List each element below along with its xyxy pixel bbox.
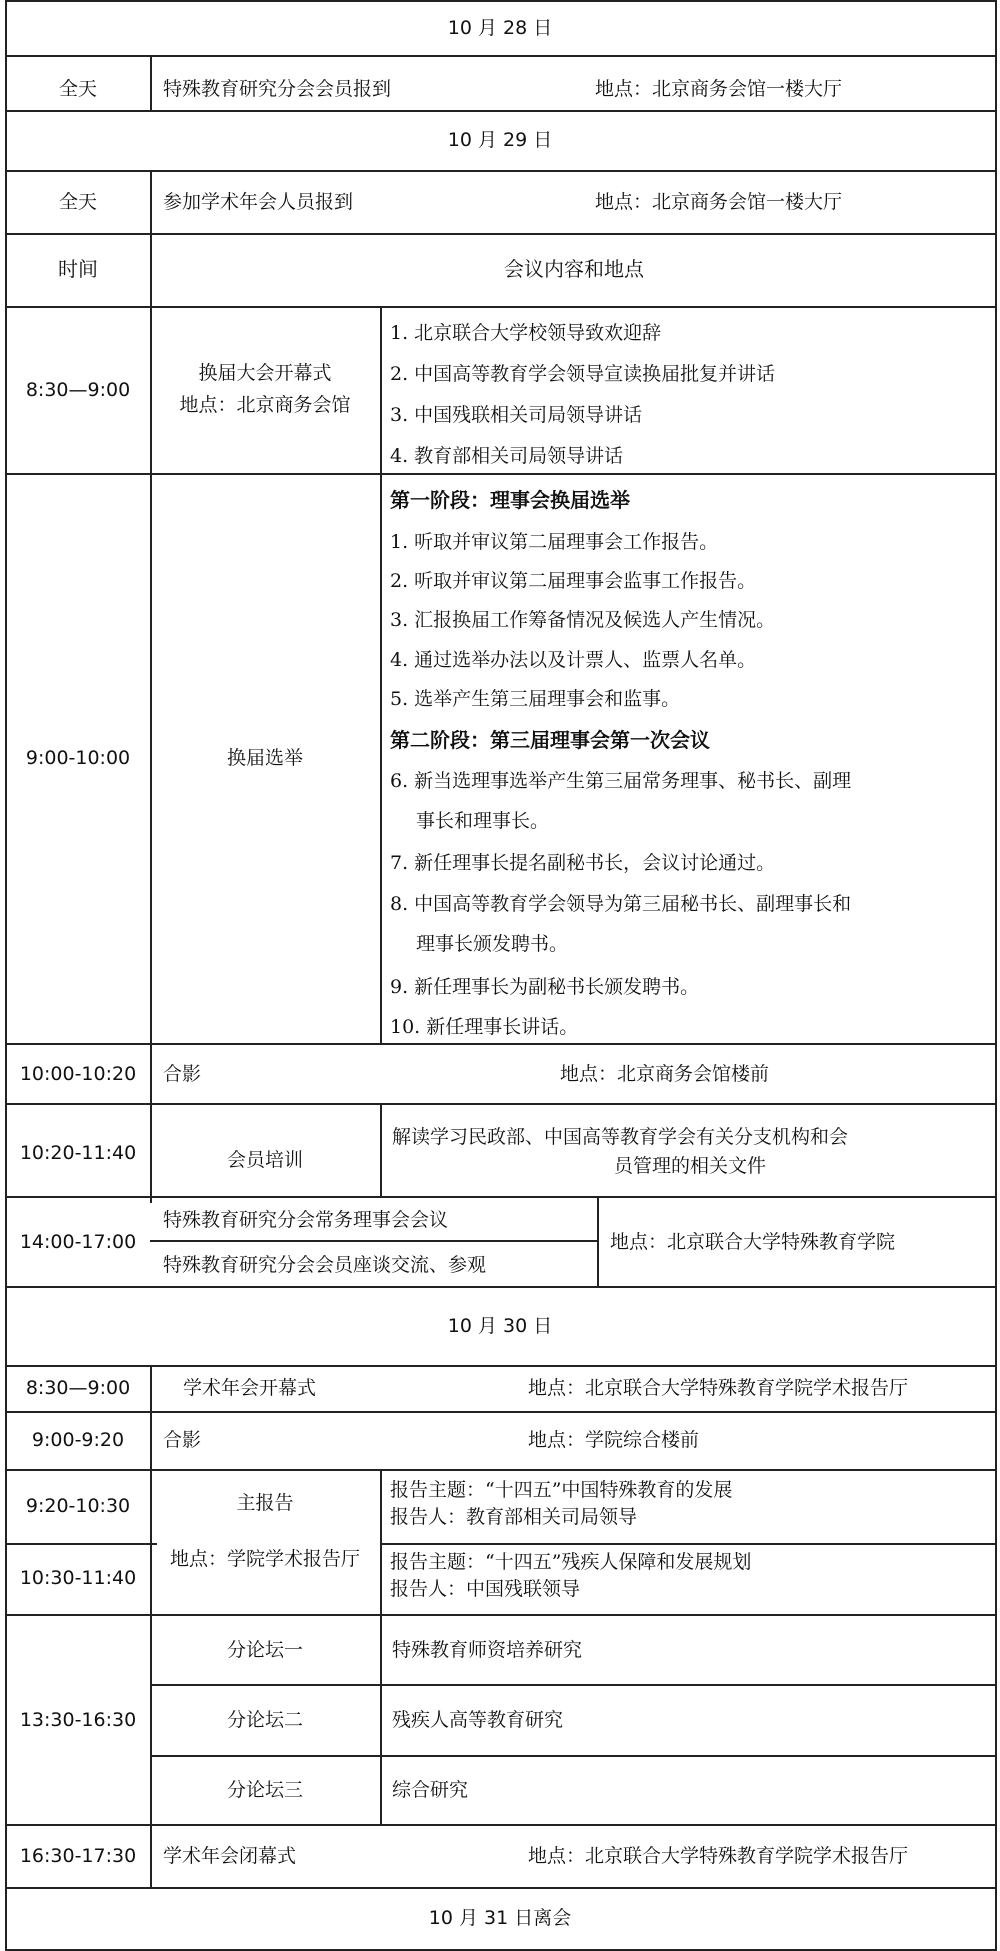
time-cell: 8:30—9:00	[25, 1377, 131, 1399]
row-divider	[5, 1103, 997, 1105]
forum-topic: 综合研究	[392, 1779, 469, 1801]
column-header-content: 会议内容和地点	[504, 257, 644, 281]
col-divider	[380, 306, 382, 1043]
agenda-item: 9. 新任理事长为副秘书长颁发聘书。	[390, 976, 700, 998]
event-description: 解读学习民政部、中国高等教育学会有关分支机构和会	[392, 1126, 849, 1148]
row-divider	[5, 1043, 997, 1045]
table-border-top	[5, 0, 997, 2]
column-header-time: 时间	[58, 257, 98, 281]
departure-row: 10 月 31 日离会	[428, 1907, 572, 1929]
agenda-item: 10. 新任理事长讲话。	[390, 1016, 579, 1038]
report-topic: 报告主题：“十四五”残疾人保障和发展规划	[390, 1551, 752, 1573]
agenda-item: 3. 中国残联相关司局领导讲话	[390, 404, 643, 426]
date-header: 10 月 28 日	[447, 17, 553, 39]
time-cell: 10:30-11:40	[19, 1567, 137, 1589]
agenda-item: 4. 教育部相关司局领导讲话	[390, 445, 624, 467]
forum-name: 分论坛三	[226, 1779, 304, 1801]
time-cell: 16:30-17:30	[19, 1845, 137, 1867]
row-divider	[5, 1196, 997, 1198]
row-divider	[5, 1286, 997, 1288]
agenda-item: 7. 新任理事长提名副秘书长，会议讨论通过。	[390, 852, 776, 874]
event-title: 特殊教育研究分会会员报到	[163, 78, 392, 100]
row-divider	[5, 1887, 997, 1889]
agenda-item: 事长和理事长。	[416, 810, 550, 832]
forum-topic: 特殊教育师资培养研究	[392, 1639, 583, 1661]
event-location: 地点：北京商务会馆楼前	[560, 1063, 770, 1085]
row-divider	[5, 1365, 997, 1367]
report-speaker: 报告人：中国残联领导	[390, 1578, 581, 1600]
time-cell: 8:30—9:00	[25, 379, 131, 401]
col-divider	[597, 1196, 599, 1286]
col-divider	[380, 1469, 382, 1824]
event-location: 地点：学院学术报告厅	[169, 1548, 361, 1570]
event-title: 合影	[163, 1429, 202, 1451]
agenda-item: 8. 中国高等教育学会领导为第三届秘书长、副理事长和	[390, 893, 852, 915]
event-description: 员管理的相关文件	[613, 1155, 767, 1177]
time-cell: 13:30-16:30	[19, 1709, 137, 1731]
event-location: 地点：北京联合大学特殊教育学院学术报告厅	[528, 1845, 909, 1867]
row-divider	[5, 306, 997, 308]
row-divider	[5, 1614, 997, 1616]
col-divider	[150, 170, 152, 1203]
report-speaker: 报告人：教育部相关司局领导	[390, 1506, 638, 1528]
row-divider	[150, 1755, 997, 1757]
time-cell: 全天	[58, 78, 98, 100]
event-title: 主报告	[236, 1492, 294, 1514]
row-divider	[5, 1411, 997, 1413]
agenda-item: 2. 听取并审议第二届理事会监事工作报告。	[390, 570, 757, 592]
agenda-item: 4. 通过选举办法以及计票人、监票人名单。	[390, 649, 757, 671]
col-divider	[150, 1365, 152, 1887]
time-cell: 9:00-9:20	[31, 1429, 125, 1451]
agenda-item: 理事长颁发聘书。	[416, 933, 569, 955]
time-cell: 9:20-10:30	[25, 1495, 131, 1517]
row-divider	[5, 473, 997, 475]
col-divider	[380, 1103, 382, 1196]
col-divider	[150, 55, 152, 110]
row-divider	[5, 1543, 157, 1545]
row-divider	[5, 55, 997, 57]
event-title: 合影	[163, 1063, 202, 1085]
row-divider	[5, 233, 997, 235]
event-title: 换届选举	[226, 747, 304, 769]
event-title: 学术年会闭幕式	[163, 1845, 297, 1867]
agenda-item: 6. 新当选理事选举产生第三届常务理事、秘书长、副理	[390, 770, 852, 792]
table-border-left	[5, 0, 7, 1951]
stage-heading: 第二阶段：第三届理事会第一次会议	[390, 728, 710, 752]
event-location: 地点：北京联合大学特殊教育学院	[610, 1231, 896, 1253]
time-cell: 10:20-11:40	[19, 1142, 137, 1164]
row-divider	[5, 110, 997, 112]
forum-topic: 残疾人高等教育研究	[392, 1709, 564, 1731]
event-location: 地点：北京商务会馆一楼大厅	[595, 78, 843, 100]
forum-name: 分论坛一	[226, 1639, 304, 1661]
row-divider	[5, 1824, 997, 1826]
event-title: 学术年会开幕式	[183, 1377, 317, 1399]
event-location: 地点：北京商务会馆一楼大厅	[595, 191, 843, 213]
event-title: 特殊教育研究分会常务理事会会议	[163, 1209, 449, 1231]
time-cell: 14:00-17:00	[19, 1231, 137, 1253]
event-title: 特殊教育研究分会会员座谈交流、参观	[163, 1254, 487, 1276]
agenda-item: 1. 听取并审议第二届理事会工作报告。	[390, 531, 719, 553]
row-divider	[150, 1684, 997, 1686]
time-cell: 9:00-10:00	[25, 747, 131, 769]
time-cell: 10:00-10:20	[19, 1063, 137, 1085]
stage-heading: 第一阶段：理事会换届选举	[390, 488, 630, 512]
row-divider	[150, 1240, 597, 1242]
row-divider	[380, 1543, 997, 1545]
date-header: 10 月 30 日	[447, 1315, 553, 1337]
row-divider	[5, 1469, 997, 1471]
event-location: 地点：北京联合大学特殊教育学院学术报告厅	[528, 1377, 909, 1399]
forum-name: 分论坛二	[226, 1709, 304, 1731]
table-border-right	[995, 0, 997, 1951]
event-title: 换届大会开幕式	[198, 362, 332, 384]
agenda-item: 5. 选举产生第三届理事会和监事。	[390, 688, 681, 710]
agenda-item: 3. 汇报换届工作筹备情况及候选人产生情况。	[390, 609, 776, 631]
row-divider	[5, 170, 997, 172]
event-title: 会员培训	[226, 1149, 304, 1171]
time-cell: 全天	[58, 191, 98, 213]
agenda-item: 2. 中国高等教育学会领导宣读换届批复并讲话	[390, 363, 776, 385]
agenda-item: 1. 北京联合大学校领导致欢迎辞	[390, 322, 662, 344]
date-header: 10 月 29 日	[447, 129, 553, 151]
event-title: 参加学术年会人员报到	[163, 191, 354, 213]
report-topic: 报告主题：“十四五”中国特殊教育的发展	[390, 1479, 733, 1501]
event-location: 地点：北京商务会馆	[179, 394, 351, 416]
event-location: 地点：学院综合楼前	[528, 1429, 700, 1451]
